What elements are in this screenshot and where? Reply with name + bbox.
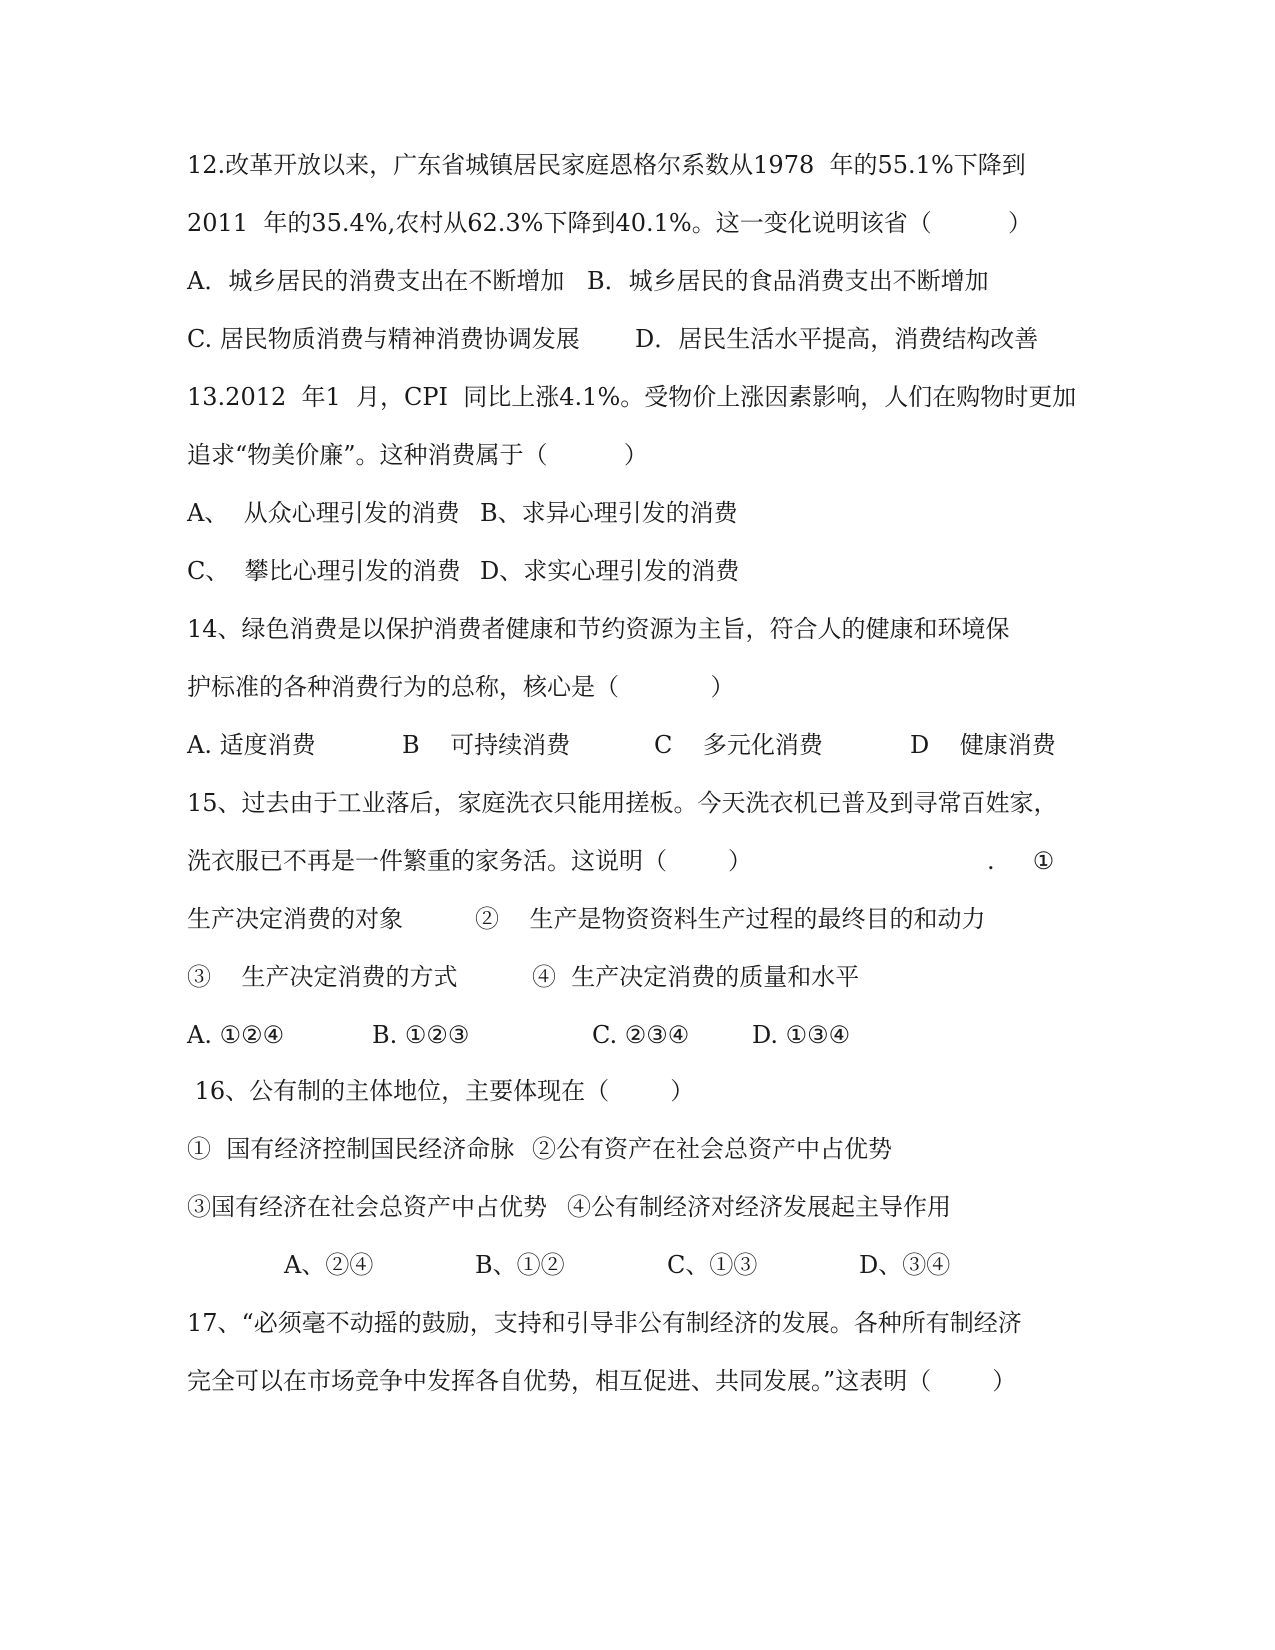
q12-option-a: A．城乡居民的消费支出在不断增加 [187,267,565,295]
q15-stem-line2 [187,846,1055,876]
q15-option-d: D. ①③④ [752,1021,851,1049]
q14-stem-line2: 护标准的各种消费行为的总称，核心是（ ） [187,673,735,701]
q12-option-c: C. 居民物质消费与精神消费协调发展 [187,325,580,353]
q12-options-row2 [187,324,1039,354]
q15-stem-line2-tail: . ① [987,847,1055,875]
q17-stem-line1: 17、“必须毫不动摇的鼓励，支持和引导非公有制经济的发展。各种所有制经济 [187,1309,1022,1337]
q14-stem-line1: 14、绿色消费是以保护消费者健康和节约资源为主旨，符合人的健康和环境保 [187,615,1010,643]
q16-item-2: ②公有资产在社会总资产中占优势 [532,1135,892,1163]
q15-options-row [187,1020,851,1050]
q14-options-row [187,730,1056,760]
q14-option-b: B 可持续消费 [402,731,571,759]
q17-stem-line2: 完全可以在市场竞争中发挥各自优势，相互促进、共同发展。”这表明（ ） [187,1367,1017,1395]
q16-item-1: ① 国有经济控制国民经济命脉 [187,1135,515,1163]
q16-stem: 16、公有制的主体地位，主要体现在（ ） [187,1077,695,1105]
q16-option-c: C、①③ [667,1251,758,1279]
q12-option-d: D．居民生活水平提高，消费结构改善 [635,325,1039,353]
q15-stem-line1: 15、过去由于工业落后，家庭洗衣只能用搓板。今天洗衣机已普及到寻常百姓家， [187,789,1058,817]
q16-item-3: ③国有经济在社会总资产中占优势 [187,1193,547,1221]
q13-option-a: A、 从众心理引发的消费 [187,499,460,527]
q15-option-c: C. ②③④ [592,1021,690,1049]
q13-options-row2 [187,556,740,586]
q12-option-b: B．城乡居民的食品消费支出不断增加 [587,267,989,295]
q14-option-d: D 健康消费 [910,731,1056,759]
q12-stem-line1: 12.改革开放以来，广东省城镇居民家庭恩格尔系数从1978 年的55.1%下降到 [187,151,1026,179]
q16-option-a: A、②④ [284,1251,374,1279]
q16-item-4: ④公有制经济对经济发展起主导作用 [567,1193,951,1221]
q16-items-row1 [187,1134,892,1164]
q15-items-row2 [187,962,860,992]
q16-option-b: B、①② [475,1251,565,1279]
q15-item-2: ② 生产是物资资料生产过程的最终目的和动力 [475,905,986,933]
q13-option-b: B、求异心理引发的消费 [480,499,738,527]
q15-option-b: B. ①②③ [372,1021,470,1049]
q15-option-a: A. ①②④ [187,1021,285,1049]
q16-options-row [187,1250,951,1280]
q13-stem-line2: 追求“物美价廉”。这种消费属于（ ） [187,441,648,469]
q15-stem-line2-text: 洗衣服已不再是一件繁重的家务活。这说明（ ） [187,847,753,875]
q15-item-3: ③ 生产决定消费的方式 [187,963,458,991]
q14-option-a: A. 适度消费 [187,731,316,759]
q16-items-row2 [187,1192,951,1222]
q12-options-row1 [187,266,989,296]
q13-options-row1 [187,498,738,528]
q13-option-d: D、求实心理引发的消费 [480,557,740,585]
q13-option-c: C、 攀比心理引发的消费 [187,557,461,585]
q12-stem-line2: 2011 年的35.4%,农村从62.3%下降到40.1%。这一变化说明该省（ ） [187,209,1032,237]
q15-items-row1 [187,904,986,934]
q15-item-1: 生产决定消费的对象 [187,905,403,933]
q13-stem-line1: 13.2012 年1 月，CPI 同比上涨4.1%。受物价上涨因素影响，人们在购物时更加 [187,383,1077,411]
q15-item-4: ④ 生产决定消费的质量和水平 [532,963,860,991]
q16-option-d: D、③④ [859,1251,951,1279]
q14-option-c: C 多元化消费 [654,731,823,759]
